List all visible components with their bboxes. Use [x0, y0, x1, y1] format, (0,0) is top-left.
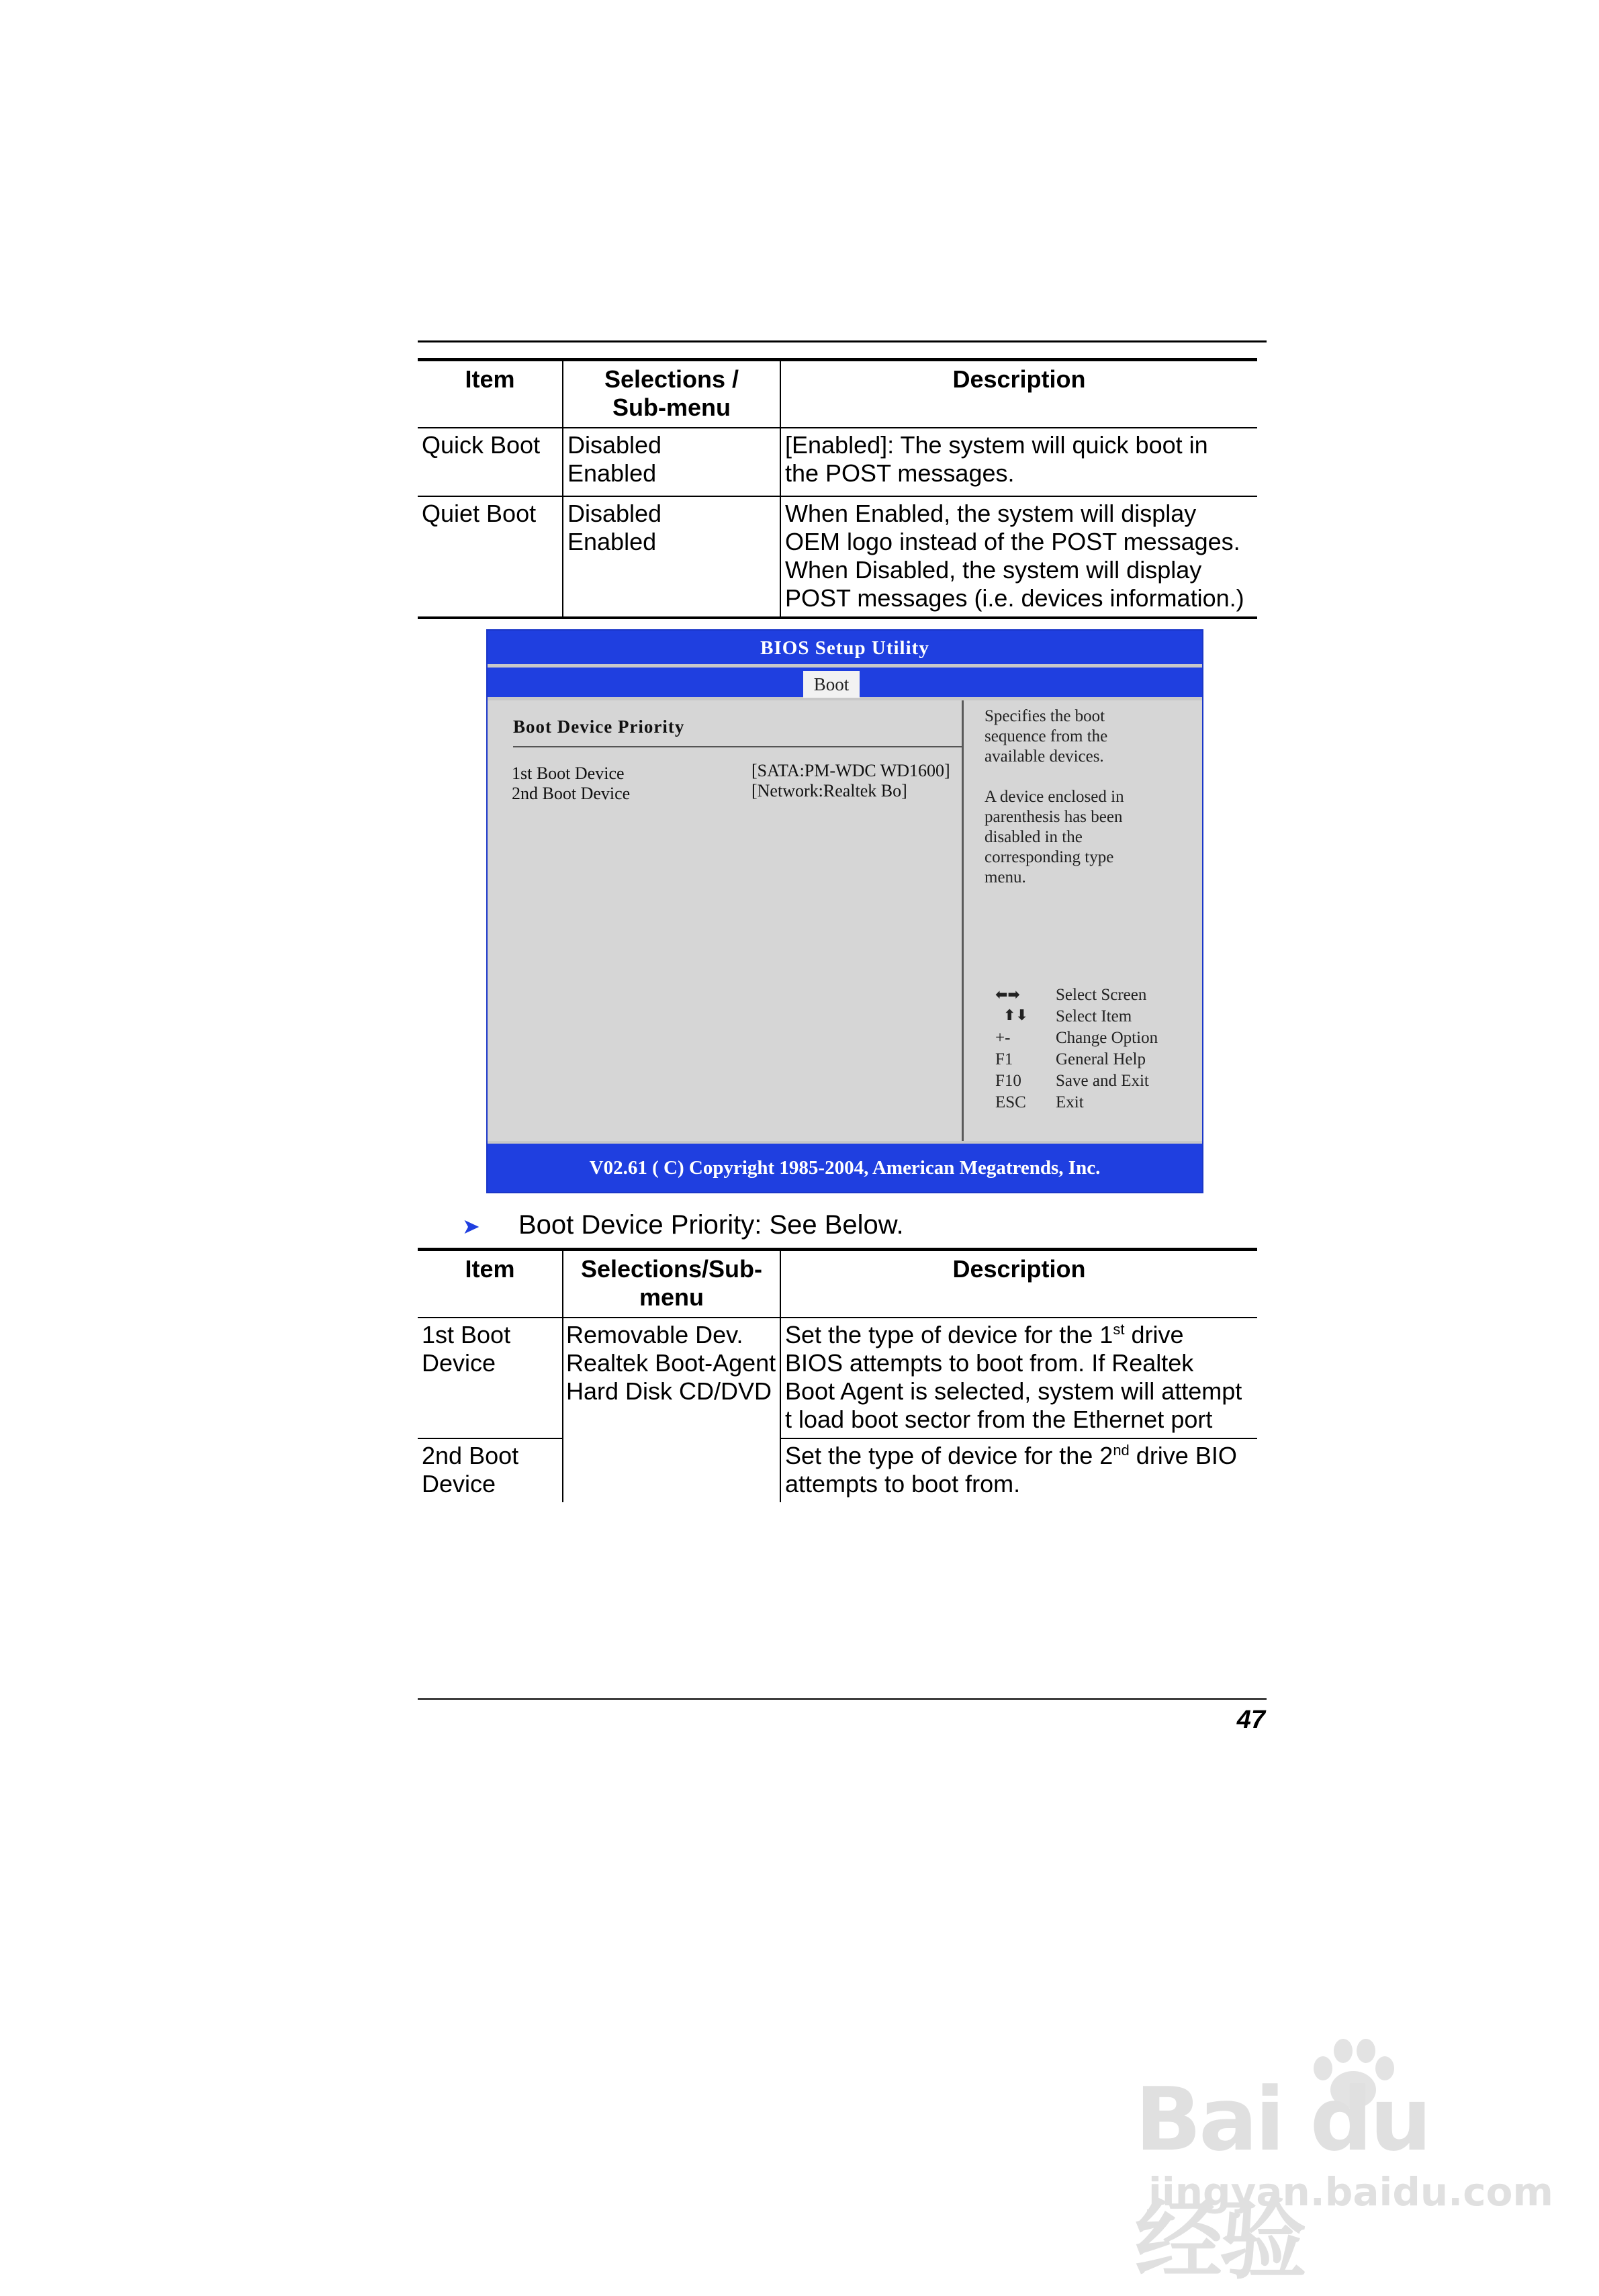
- page-number: 47: [1236, 1706, 1265, 1734]
- table-row: [418, 1318, 1257, 1438]
- row-item: 2nd Boot Device: [422, 1442, 519, 1498]
- header-description: Description: [780, 360, 1257, 428]
- key-f1: F1: [995, 1050, 1013, 1068]
- key-plus-minus: +-: [995, 1029, 1011, 1047]
- bios-title-bar: BIOS Setup Utility: [488, 631, 1202, 664]
- table-row: [418, 428, 1257, 496]
- desc-sup: st: [1113, 1321, 1125, 1338]
- row-description: [780, 1438, 1257, 1502]
- bios-section-underline: [513, 746, 962, 747]
- key-f10: F10: [995, 1072, 1021, 1090]
- bios-option-2nd-boot-device-value[interactable]: [Network:Realtek Bo]: [751, 781, 907, 800]
- top-rule: [418, 340, 1267, 342]
- row-description: When Enabled, the system will display OEM logo instead of the POST messages. When Disabled, the system will display POST messages (i.e. devices information.): [780, 496, 1257, 618]
- footer-rule: [418, 1698, 1267, 1700]
- tab-boot[interactable]: Boot: [803, 671, 860, 698]
- bios-copyright-footer: V02.61 ( C) Copyright 1985-2004, American Megatrends, Inc.: [488, 1144, 1202, 1192]
- bullet-text: Boot Device Priority: See Below.: [518, 1210, 904, 1240]
- bios-screenshot: [486, 629, 1203, 1193]
- row-item: Quiet Boot: [418, 496, 563, 618]
- arrow-bullet-icon: ➤: [462, 1213, 480, 1239]
- boot-device-table: [418, 1248, 1257, 1502]
- up-down-arrows-icon: ⬆⬇: [1003, 1007, 1028, 1024]
- key-desc-select-item: Select Item: [1056, 1007, 1132, 1025]
- table-row: [418, 1438, 1257, 1502]
- row-selections: Removable Dev. Realtek Boot-Agent Hard Disk CD/DVD: [563, 1318, 780, 1502]
- bios-section-title: Boot Device Priority: [513, 717, 685, 737]
- bios-option-2nd-boot-device-label[interactable]: 2nd Boot Device: [512, 784, 631, 803]
- key-desc-save-exit: Save and Exit: [1056, 1072, 1149, 1090]
- header-selections: Selections / Sub-menu: [563, 360, 780, 428]
- key-desc-general-help: General Help: [1056, 1050, 1146, 1068]
- row-description: [Enabled]: The system will quick boot in the POST messages.: [780, 428, 1257, 496]
- key-desc-exit: Exit: [1056, 1093, 1084, 1111]
- table-row: [418, 496, 1257, 618]
- row-item: 1st Boot Device: [418, 1318, 563, 1438]
- header-selections: Selections/Sub- menu: [563, 1250, 780, 1318]
- key-desc-change-option: Change Option: [1056, 1029, 1158, 1047]
- desc-post: drive BIO attempts to boot from.: [785, 1442, 1237, 1498]
- desc-pre: Set the type of device for the 1: [785, 1321, 1113, 1348]
- header-item: Item: [418, 1250, 563, 1318]
- left-right-arrows-icon: ⬅➡: [995, 986, 1020, 1003]
- baidu-watermark: [1135, 2035, 1553, 2291]
- quick-quiet-boot-table: [418, 358, 1257, 619]
- row-selections: Disabled Enabled: [563, 428, 780, 496]
- key-desc-select-screen: Select Screen: [1056, 986, 1147, 1004]
- row-description: [780, 1318, 1257, 1438]
- desc-post: drive BIOS attempts to boot from. If Realtek Boot Agent is selected, system will attempt t load boot sector from the Ethernet port: [785, 1321, 1242, 1433]
- table-header-row: [418, 1250, 1257, 1318]
- row-item: Quick Boot: [418, 428, 563, 496]
- table-header-row: [418, 360, 1257, 428]
- bios-option-1st-boot-device-label[interactable]: 1st Boot Device: [512, 764, 625, 783]
- header-description: Description: [780, 1250, 1257, 1318]
- desc-sup: nd: [1113, 1442, 1130, 1459]
- watermark-url: jingyan.baidu.com: [1148, 2169, 1553, 2215]
- boot-device-priority-bullet: [462, 1209, 904, 1242]
- bios-help-text: Specifies the boot sequence from the available devices. A device enclosed in parenthesis has been disabled in the corresponding type menu.: [985, 707, 1124, 886]
- watermark-logo: Bai du 经验: [1135, 2068, 1430, 2291]
- row-selections: Disabled Enabled: [563, 496, 780, 618]
- bios-option-1st-boot-device-value[interactable]: [SATA:PM-WDC WD1600]: [751, 761, 950, 780]
- desc-pre: Set the type of device for the 2: [785, 1442, 1113, 1469]
- key-esc: ESC: [995, 1093, 1026, 1111]
- header-item: Item: [418, 360, 563, 428]
